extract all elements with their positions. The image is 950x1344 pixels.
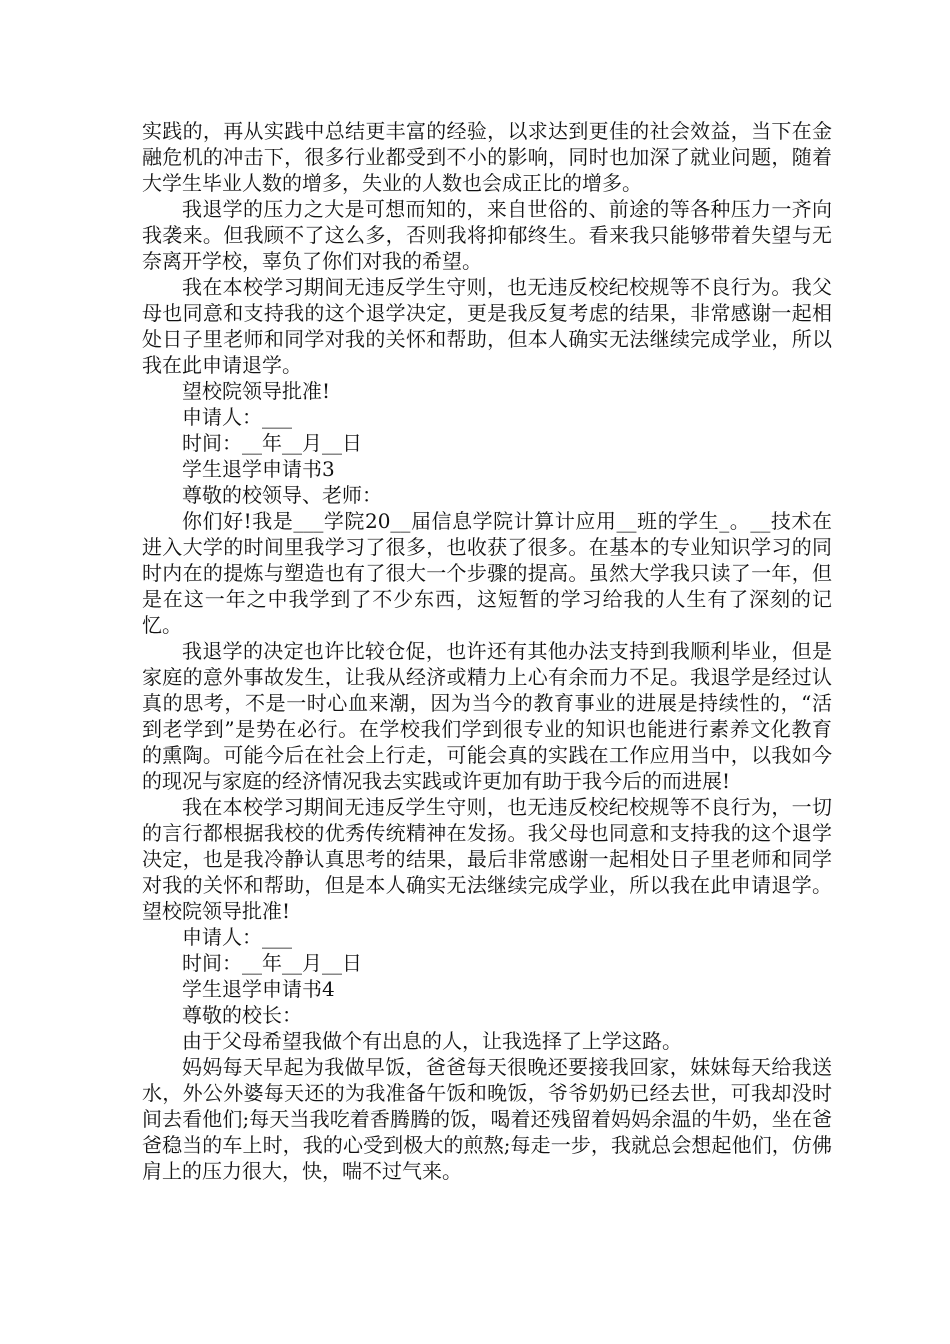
paragraph: 我在本校学习期间无违反学生守则，也无违反校纪校规等不良行为。我父母也同意和支持我的这个退学决定，更是我反复考虑的结果，非常感谢一起相处日子里老师和同学对我的关怀和帮助，但本人确实无法继续完成学业，所以我在此申请退学。: [142, 275, 832, 377]
paragraph: 实践的，再从实践中总结更丰富的经验，以求达到更佳的社会效益，当下在金融危机的冲击下，很多行业都受到不小的影响，同时也加深了就业问题，随着大学生毕业人数的增多，失业的人数也会成正比的增多。: [142, 119, 832, 195]
paragraph: 我退学的压力之大是可想而知的，来自世俗的、前途的等各种压力一齐向我袭来。但我顾不了这么多，否则我将抑郁终生。看来我只能够带着失望与无奈离开学校，辜负了你们对我的希望。: [142, 197, 832, 273]
paragraph: 我退学的决定也许比较仓促，也许还有其他办法支持到我顺利毕业，但是家庭的意外事故发生，让我从经济或精力上心有余而力不足。我退学是经过认真的思考，不是一时心血来潮，因为当今的教育事业的进展是持续性的，“活到老学到”是势在必行。在学校我们学到很专业的知识也能进行素养文化教育的熏陶。可能今后在社会上行走，可能会真的实践在工作应用当中，以我如今的现况与家庭的经济情况我去实践或许更加有助于我今后的而进展!: [142, 639, 832, 793]
paragraph: 妈妈每天早起为我做早饭，爸爸每天很晚还要接我回家，妹妹每天给我送水，外公外婆每天还的为我准备午饭和晚饭，爷爷奶奶已经去世，可我却没时间去看他们;每天当我吃着香腾腾的饭，喝着还残留着妈妈余温的牛奶，坐在爸爸稳当的车上时，我的心受到极大的煎熬;每走一步，我就总会想起他们，仿佛肩上的压力很大，快，喘不过气来。: [142, 1055, 832, 1183]
applicant-line: 申请人：___: [182, 925, 292, 949]
section-title: 学生退学申请书4: [182, 977, 335, 1001]
salutation: 尊敬的校长：: [182, 1003, 302, 1027]
applicant-line: 申请人：___: [182, 405, 292, 429]
date-line: 时间：__年__月__日: [182, 951, 362, 975]
document-body: [142, 118, 832, 1184]
paragraph: 由于父母希望我做个有出息的人，让我选择了上学这路。: [182, 1029, 682, 1053]
paragraph: 你们好!我是___学院20__届信息学院计算计应用__班的学生_。__技术在进入大学的时间里我学习了很多，也收获了很多。在基本的专业知识学习的同时内在的提炼与塑造也有了很大一个步骤的提高。虽然大学我只读了一年，但是在这一年之中我学到了不少东西，这短暂的学习给我的人生有了深刻的记忆。: [142, 509, 832, 637]
approval-request-line: 望校院领导批准!: [182, 379, 331, 403]
salutation: 尊敬的校领导、老师：: [182, 483, 382, 507]
paragraph: 我在本校学习期间无违反学生守则，也无违反校纪校规等不良行为，一切的言行都根据我校的优秀传统精神在发扬。我父母也同意和支持我的这个退学决定，也是我冷静认真思考的结果，最后非常感谢一起相处日子里老师和同学对我的关怀和帮助，但是本人确实无法继续完成学业，所以我在此申请退学。望校院领导批准!: [142, 795, 832, 923]
section-title: 学生退学申请书3: [182, 457, 335, 481]
date-line: 时间：__年__月__日: [182, 431, 362, 455]
